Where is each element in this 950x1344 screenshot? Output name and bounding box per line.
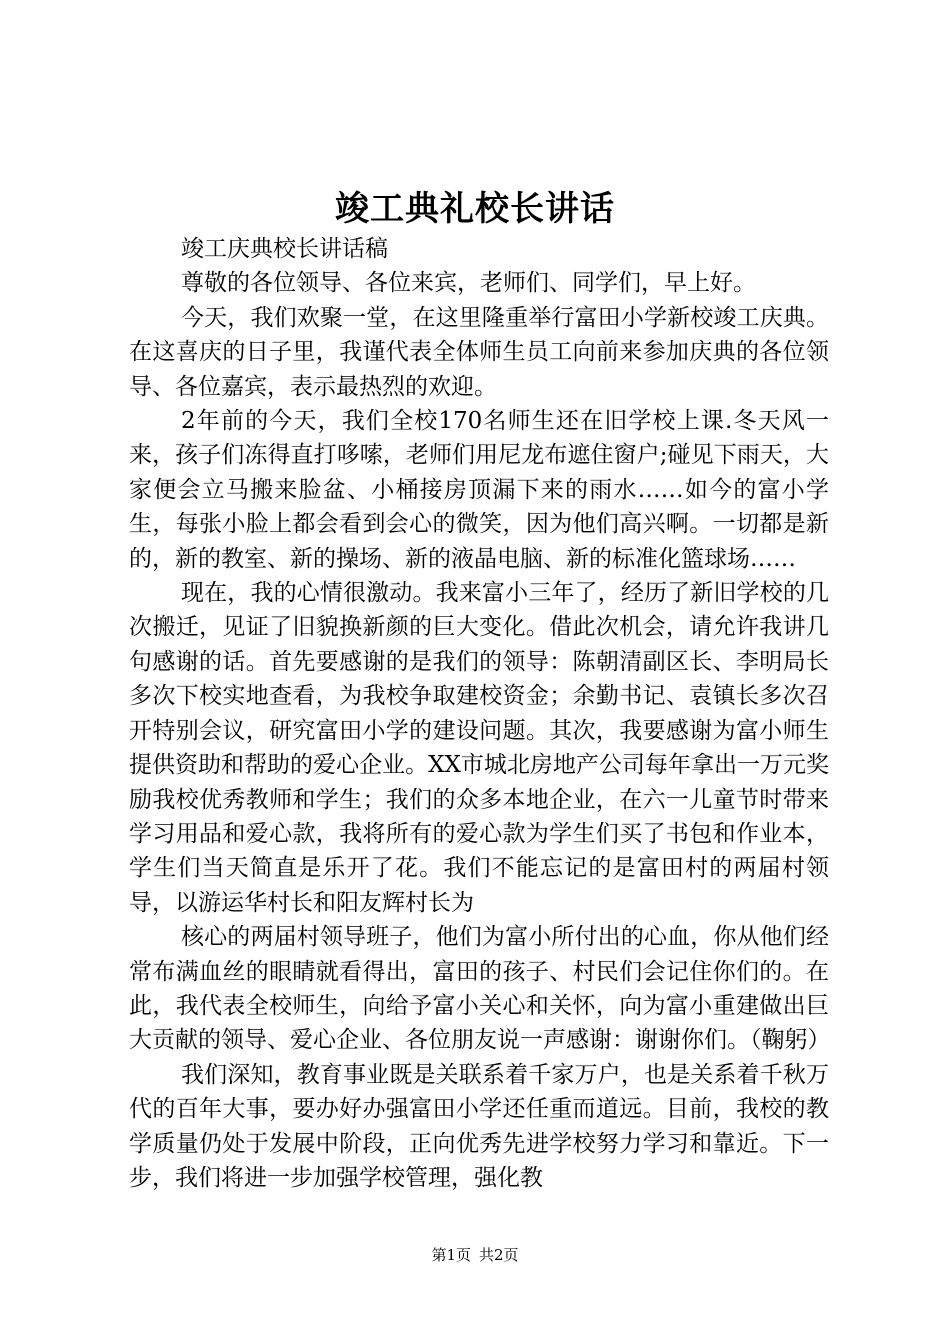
page-total: 共2页 xyxy=(479,1246,519,1264)
paragraph: 现在，我的心情很激动。我来富小三年了，经历了新旧学校的几次搬迁，见证了旧貌换新颜的巨大变化。借此次机会，请允许我讲几句感谢的话。首先要感谢的是我们的领导：陈朝清副区长、李明局长多次下校实地查看，为我校争取建校资金；余勤书记、袁镇长多次召开特别会议，研究富田小学的建设问题。其次，我要感谢为富小师生提供资助和帮助的爱心企业。XX市城北房地产公司每年拿出一万元奖励我校优秀教师和学生；我们的众多本地企业，在六一儿童节时带来学习用品和爱心款，我将所有的爱心款为学生们买了书包和作业本，学生们当天简直是乐开了花。我们不能忘记的是富田村的两届村领导，以游运华村长和阳友辉村长为 xyxy=(129,580,829,916)
paragraph: 2年前的今天，我们全校170名师生还在旧学校上课.冬天风一来，孩子们冻得直打哆嗦，老师们用尼龙布遮住窗户;碰见下雨天，大家便会立马搬来脸盆、小桶接房顶漏下来的雨水……如今的富小学生，每张小脸上都会看到会心的微笑，因为他们高兴啊。一切都是新的，新的教室、新的操场、新的液晶电脑、新的标准化篮球场…… xyxy=(129,408,829,572)
paragraph-subtitle: 竣工庆典校长讲话稿 xyxy=(181,236,388,262)
paragraph: 核心的两届村领导班子，他们为富小所付出的心血，你从他们经常布满血丝的眼睛就看得出，富田的孩子、村民们会记住你们的。在此，我代表全校师生，向给予富小关心和关怀，向为富小重建做出巨大贡献的领导、爱心企业、各位朋友说一声感谢：谢谢你们。（鞠躬） xyxy=(129,924,831,1054)
paragraph: 我们深知，教育事业既是关联系着千家万户，也是关系着千秋万代的百年大事，要办好办强富田小学还任重而道远。目前，我校的教学质量仍处于发展中阶段，正向优秀先进学校努力学习和靠近。下一步，我们将进一步加强学校管理，强化教 xyxy=(129,1061,829,1191)
paragraph-greeting: 尊敬的各位领导、各位来宾，老师们、同学们，早上好。 xyxy=(181,270,756,297)
page-footer xyxy=(0,1245,950,1265)
page-number: 第1页 xyxy=(431,1246,471,1264)
paragraph: 今天，我们欢聚一堂，在这里隆重举行富田小学新校竣工庆典。在这喜庆的日子里，我谨代表全体师生员工向前来参加庆典的各位领导、各位嘉宾，表示最热烈的欢迎。 xyxy=(129,304,829,400)
document-body xyxy=(129,232,829,1195)
page-title: 竣工典礼校长讲话 xyxy=(335,189,615,229)
